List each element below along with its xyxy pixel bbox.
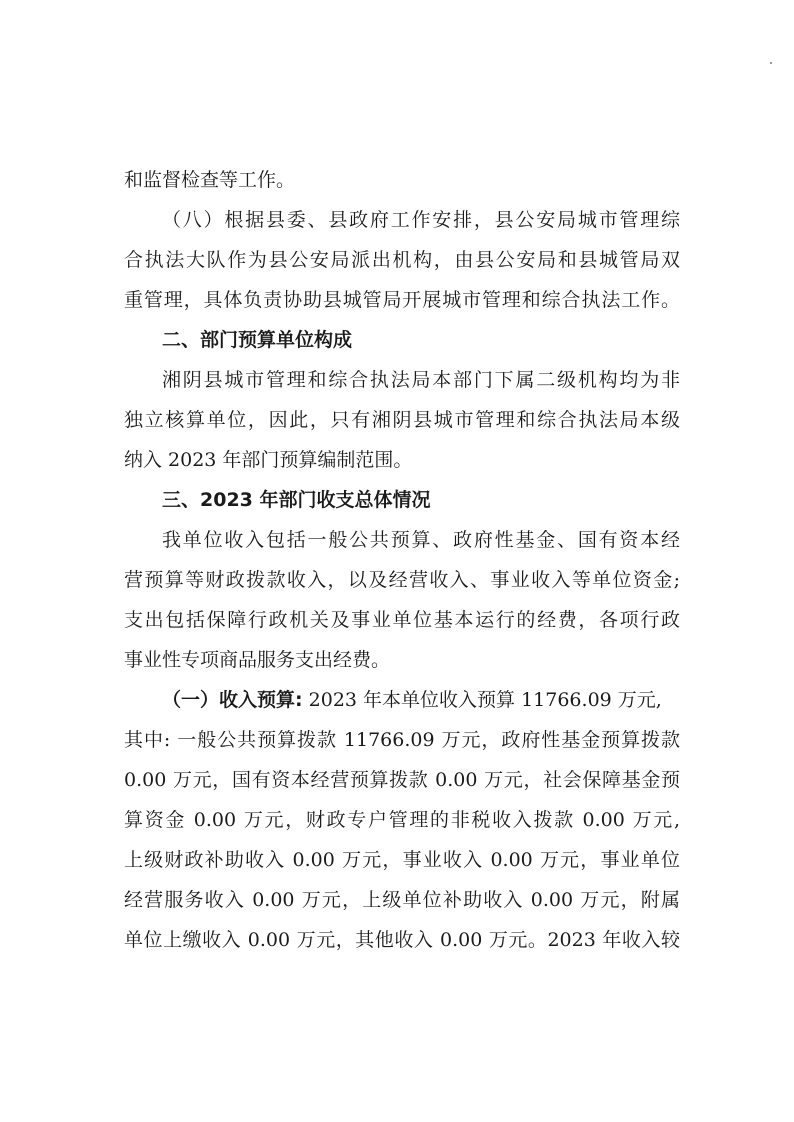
document-body <box>124 160 680 960</box>
paragraph-line: 营预算等财政拨款收入，以及经营收入、事业收入等单位资金; <box>124 569 680 591</box>
paragraph-line: 经营服务收入 0.00 万元，上级单位补助收入 0.00 万元，附属 <box>124 889 680 911</box>
paragraph-line: 算资金 0.00 万元，财政专户管理的非税收入拨款 0.00 万元, <box>124 809 680 831</box>
paragraph-line: 上级财政补助收入 0.00 万元，事业收入 0.00 万元，事业单位 <box>124 849 680 871</box>
section-heading-2: 二、部门预算单位构成 <box>162 329 353 351</box>
scan-mark <box>770 62 772 64</box>
paragraph-line: 0.00 万元，国有资本经营预算拨款 0.00 万元，社会保障基金预 <box>124 769 680 791</box>
paragraph-line: 支出包括保障行政机关及事业单位基本运行的经费，各项行政 <box>124 609 680 631</box>
paragraph-line: 重管理，具体负责协助县城管局开展城市管理和综合执法工作。 <box>124 289 680 311</box>
paragraph-line: 我单位收入包括一般公共预算、政府性基金、国有资本经 <box>162 529 680 551</box>
income-budget-lead: （一）收入预算: <box>162 689 303 711</box>
paragraph-line: 事业性专项商品服务支出经费。 <box>124 649 391 671</box>
paragraph-line: 湘阴县城市管理和综合执法局本部门下属二级机构均为非 <box>162 369 680 391</box>
paragraph-line: 纳入 2023 年部门预算编制范围。 <box>124 449 413 471</box>
paragraph-line: 单位上缴收入 0.00 万元，其他收入 0.00 万元。2023 年收入较 <box>124 929 680 951</box>
paragraph-line: 其中: 一般公共预算拨款 11766.09 万元，政府性基金预算拨款 <box>124 729 680 751</box>
income-budget-text: 2023 年本单位收入预算 11766.09 万元, <box>302 689 662 711</box>
paragraph-line: 和监督检查等工作。 <box>124 169 296 191</box>
paragraph-line: （八）根据县委、县政府工作安排，县公安局城市管理综 <box>162 209 680 231</box>
paragraph-line: 独立核算单位，因此，只有湘阴县城市管理和综合执法局本级 <box>124 409 680 431</box>
paragraph-line: 合执法大队作为县公安局派出机构，由县公安局和县城管局双 <box>124 249 680 271</box>
paragraph-line <box>124 680 680 720</box>
section-heading-3: 三、2023 年部门收支总体情况 <box>162 489 431 511</box>
